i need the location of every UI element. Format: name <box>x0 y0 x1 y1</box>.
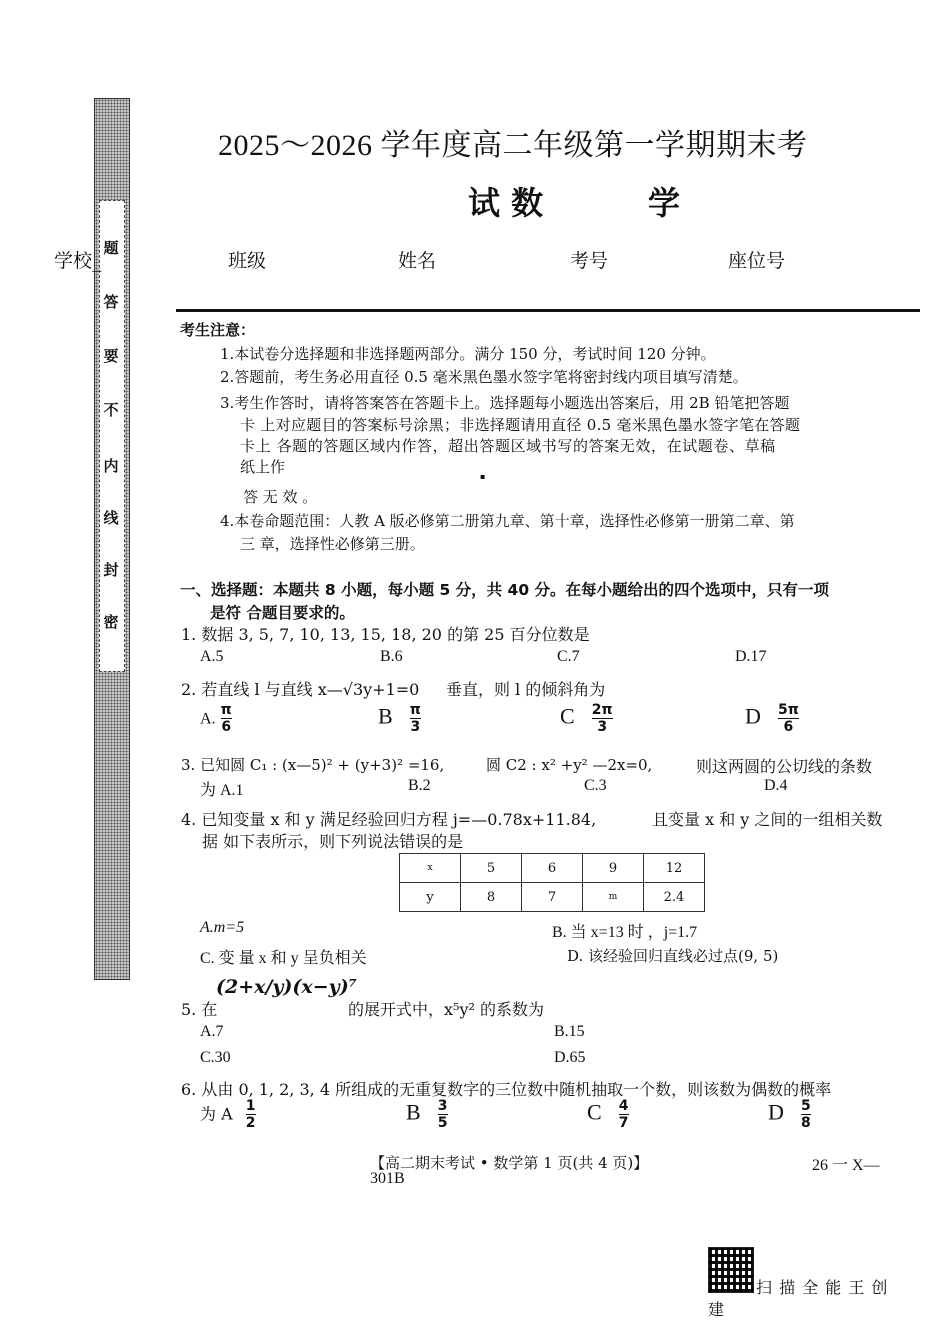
stray-mark: ▪ <box>480 472 486 481</box>
scanner-watermark-cont: 建 <box>708 1300 725 1319</box>
q2-option-d <box>745 703 799 735</box>
question-4-stem-b: 且变量 x 和 y 之间的一组相关数 <box>652 810 883 829</box>
scanner-watermark: 扫 描 全 能 王 创 <box>756 1278 889 1297</box>
q6-option-b <box>406 1099 448 1131</box>
q2-option-c-fraction: $\frac{2\pi}{3}$ <box>591 702 613 735</box>
table-cell: 6 <box>522 854 583 883</box>
section-heading-cont: 是符 合题目要求的。 <box>210 604 355 622</box>
table-cell: y <box>400 883 461 912</box>
question-5-prefix: 5. 在 <box>181 1000 218 1019</box>
strip-char: 内 <box>103 457 119 475</box>
table-cell: m <box>583 883 644 912</box>
qr-code-icon <box>708 1247 754 1293</box>
notice-item: 4.本卷命题范围：人教 A 版必修第二册第九章、第十章，选择性必修第一册第二章、第 <box>220 512 795 530</box>
question-2-stem-cont: 垂直，则 l 的倾斜角为 <box>446 680 606 699</box>
question-6-stem: 6. 从由 0, 1, 2, 3, 4 所组成的无重复数字的三位数中随机抽取一个数，则该数为偶数的概率 <box>181 1080 832 1099</box>
strip-char: 不 <box>103 401 119 419</box>
q4-option-d: D. 该经验回归直线必过点(9, 5) <box>567 947 779 965</box>
q2-option-d-label: D <box>745 703 761 729</box>
paper-code: 26 一 X— <box>812 1157 880 1174</box>
q1-option-c: C.7 <box>557 648 580 665</box>
header-divider <box>176 309 920 312</box>
q2-option-b-fraction: $\frac{\pi}{3}$ <box>409 702 421 735</box>
notice-item: 答 无 效 。 <box>243 488 318 506</box>
q6-option-a <box>200 1099 256 1131</box>
q3-option-d: D.4 <box>764 777 788 794</box>
exam-subject-right: 学 <box>648 184 681 222</box>
table-cell: 12 <box>644 854 705 883</box>
table-cell: 5 <box>461 854 522 883</box>
q6-option-d <box>768 1099 811 1131</box>
question-4-stem-c: 据 如下表所示，则下列说法错误的是 <box>202 832 464 851</box>
q3-option-a: 为 A.1 <box>200 782 244 799</box>
q5-option-a: A.7 <box>200 1023 224 1040</box>
q4-option-b: B. 当 x=13 时 ，j=1.7 <box>552 924 698 941</box>
strip-char: 题 <box>103 239 119 257</box>
q6-option-d-label: D <box>768 1099 784 1125</box>
exam-title: 2025～2026 学年度高二年级第一学期期末考 <box>218 129 808 162</box>
q2-option-d-fraction: $\frac{5\pi}{6}$ <box>777 702 799 735</box>
q2-option-c <box>560 703 613 735</box>
table-row <box>400 883 705 912</box>
question-5-suffix: 的展开式中，x⁵y² 的系数为 <box>348 1000 544 1019</box>
strip-char: 要 <box>103 347 119 365</box>
strip-char: 答 <box>103 293 119 311</box>
question-2-stem: 2. 若直线 l 与直线 x—√3y+1=0 <box>181 680 420 699</box>
q6-option-d-fraction: $\frac{5}{8}$ <box>800 1098 811 1131</box>
q6-option-c-label: C <box>587 1099 602 1125</box>
q2-option-a-label: A. <box>200 710 216 728</box>
q1-option-a: A.5 <box>200 648 224 665</box>
notice-heading: 考生注意： <box>180 321 256 339</box>
q6-option-c-fraction: $\frac{4}{7}$ <box>618 1098 629 1131</box>
q1-option-b: B.6 <box>380 648 403 665</box>
school-field[interactable]: 学校_ <box>54 250 102 272</box>
q6-option-b-label: B <box>406 1099 421 1125</box>
table-cell: 7 <box>522 883 583 912</box>
notice-item: 2.答题前，考生务必用直径 0.5 毫米黑色墨水签字笔将密封线内项目填写清楚。 <box>220 368 748 386</box>
q1-option-d: D.17 <box>735 648 767 665</box>
question-4-stem: 4. 已知变量 x 和 y 满足经验回归方程 j=—0.78x+11.84, <box>181 810 597 829</box>
question-3-stem-c: 则这两圆的公切线的条数 <box>696 757 873 776</box>
q3-option-b: B.2 <box>408 777 431 794</box>
exam-number-field[interactable]: 考号 <box>570 250 609 272</box>
q4-option-a: A.m=5 <box>200 919 245 936</box>
table-cell: 8 <box>461 883 522 912</box>
q3-option-c: C.3 <box>584 777 607 794</box>
q6-option-a-fraction: $\frac{1}{2}$ <box>245 1098 256 1131</box>
q5-expression: (2+x/y)(x−y)⁷ <box>216 976 358 998</box>
q2-option-a <box>200 703 232 735</box>
table-cell: x <box>400 854 461 883</box>
strip-char: 封 <box>103 561 119 579</box>
q4-option-c: C. 变 量 x 和 y 呈负相关 <box>200 950 367 967</box>
seat-number-field[interactable]: 座位号 <box>728 250 786 272</box>
q6-option-b-fraction: $\frac{3}{5}$ <box>437 1098 448 1131</box>
table-cell: 9 <box>583 854 644 883</box>
question-3-stem-b: 圆 C2 : x² +y² —2x=0, <box>486 756 653 774</box>
q2-option-b-label: B <box>378 703 393 729</box>
section-heading: 一、选择题：本题共 8 小题，每小题 5 分，共 40 分。在每小题给出的四个选项中，只有一项 <box>180 581 830 599</box>
notice-item: 卡 上对应题目的答案标号涂黑；非选择题请用直径 0.5 毫米黑色墨水签字笔在答题 <box>240 416 801 434</box>
table-cell: 2.4 <box>644 883 705 912</box>
q2-option-a-fraction: $\frac{\pi}{6}$ <box>220 702 232 735</box>
q2-option-c-label: C <box>560 703 575 729</box>
question-1-stem: 1. 数据 3, 5, 7, 10, 13, 15, 18, 20 的第 25 百分位数是 <box>181 625 590 644</box>
paper-code-cont: 301B <box>370 1170 405 1187</box>
strip-char: 线 <box>103 509 119 527</box>
page-footer: 【高二期末考试 • 数学第 1 页(共 4 页)】 <box>370 1154 649 1172</box>
notice-item: 三 章，选择性必修第三册。 <box>240 535 425 553</box>
notice-item: 3.考生作答时，请将答案答在答题卡上。选择题每小题选出答案后，用 2B 铅笔把答题 <box>220 394 790 412</box>
q4-data-table <box>399 853 705 912</box>
notice-item: 卡上 各题的答题区域内作答，超出答题区域书写的答案无效，在试题卷、草稿 <box>240 437 776 455</box>
binding-strip-label-box <box>99 200 125 672</box>
q6-option-a-label: 为 A <box>200 1104 233 1124</box>
q5-option-d: D.65 <box>554 1049 586 1066</box>
notice-item: 纸上作 <box>240 458 286 476</box>
q5-option-b: B.15 <box>554 1023 585 1040</box>
strip-char: 密 <box>103 613 119 631</box>
exam-subject-left: 试 数 <box>468 184 544 222</box>
q6-option-c <box>587 1099 629 1131</box>
q5-option-c: C.30 <box>200 1049 231 1066</box>
q2-option-b <box>378 703 421 735</box>
notice-item: 1.本试卷分选择题和非选择题两部分。满分 150 分，考试时间 120 分钟。 <box>220 345 716 363</box>
name-field[interactable]: 姓名 <box>398 250 437 272</box>
question-3-stem: 3. 已知圆 C₁ : (x—5)² + (y+3)² =16, <box>181 756 445 774</box>
class-field[interactable]: 班级 <box>228 250 267 272</box>
table-row <box>400 854 705 883</box>
